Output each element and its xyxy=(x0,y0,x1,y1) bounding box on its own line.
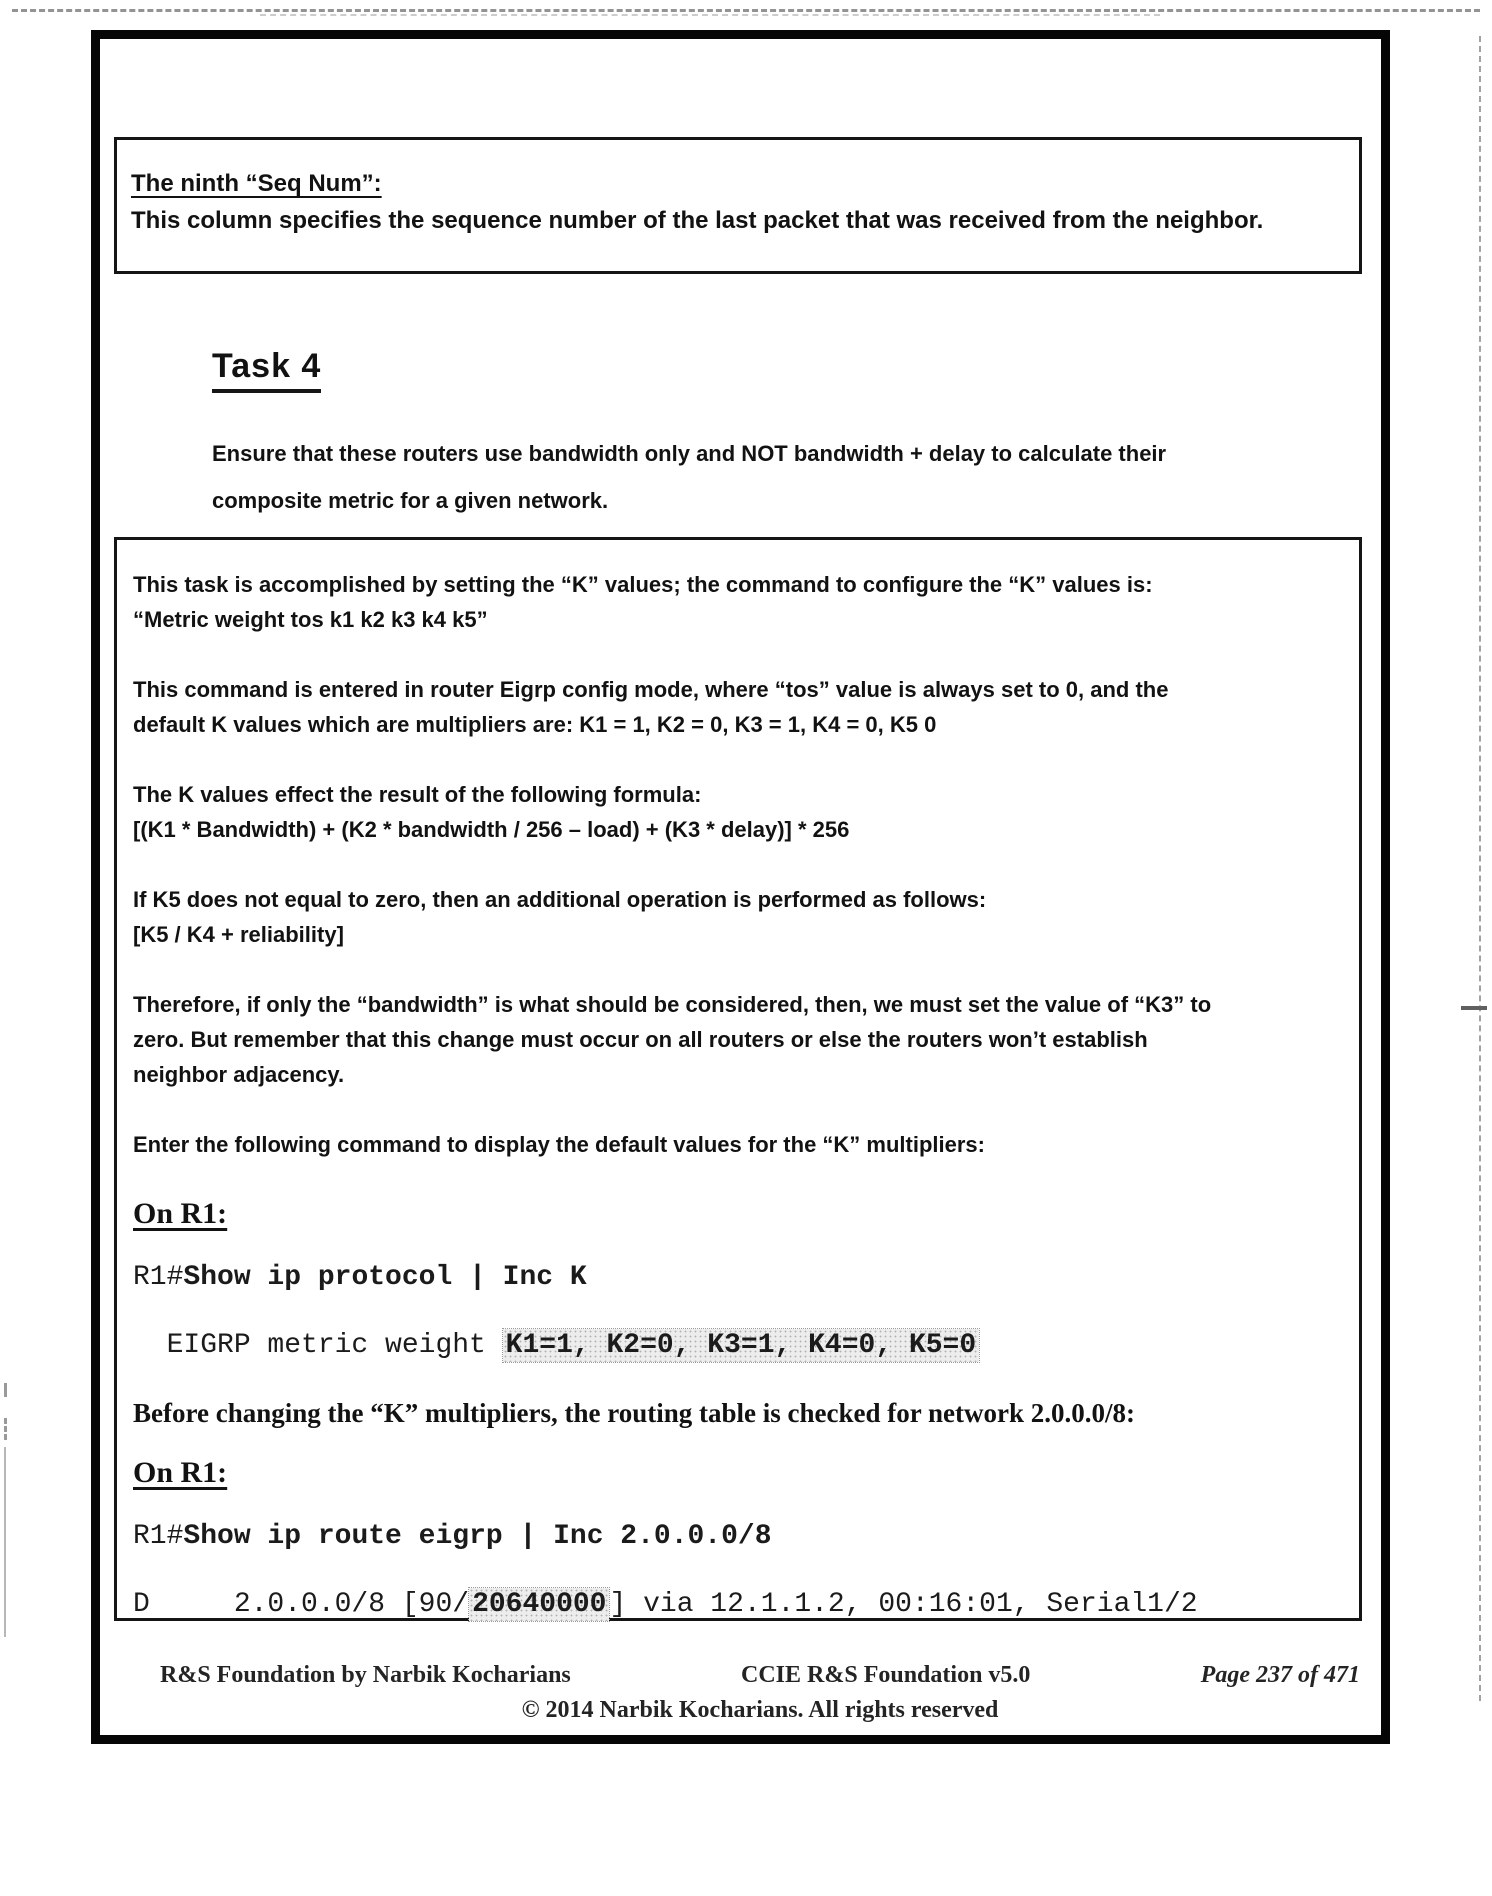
cli-output-prefix: EIGRP metric weight xyxy=(133,1330,503,1361)
scan-artifact-left-dash xyxy=(4,1383,7,1397)
task-description-line: Ensure that these routers use bandwidth only and NOT bandwidth + delay to calculate their xyxy=(212,441,1167,466)
footer-center-text: CCIE R&S Foundation v5.0 xyxy=(741,1662,1031,1688)
paragraph-line: [K5 / K4 + reliability] xyxy=(133,922,344,947)
note-box-title: The ninth “Seq Num”: xyxy=(131,170,382,197)
seq-num-note-box xyxy=(114,137,1362,274)
paragraph-line: default K values which are multipliers are: K1 = 1, K2 = 0, K3 = 1, K4 = 0, K5 0 xyxy=(133,712,937,737)
cli-command-line xyxy=(133,1262,1339,1293)
paragraph-line: neighbor adjacency. xyxy=(133,1062,345,1087)
explanation-box xyxy=(114,537,1362,1621)
scan-artifact-right-dash xyxy=(1461,1006,1487,1010)
paragraph xyxy=(133,672,1339,742)
paragraph xyxy=(133,987,1339,1092)
cli-output-line xyxy=(133,1330,1339,1361)
scan-artifact-right-line xyxy=(1479,36,1481,1701)
cli-prompt: R1# xyxy=(133,1521,184,1552)
paragraph-line: This command is entered in router Eigrp config mode, where “tos” value is always set to 0, and the xyxy=(133,677,1169,702)
page-footer xyxy=(160,1662,1360,1689)
task-description xyxy=(212,430,1166,524)
footer-page-number: Page 237 of 471 xyxy=(1200,1662,1360,1688)
paragraph xyxy=(133,567,1339,637)
paragraph xyxy=(133,882,1339,952)
scan-artifact-left-dash xyxy=(4,1418,7,1440)
task-description-line: composite metric for a given network. xyxy=(212,488,609,513)
cli-output-line xyxy=(133,1589,1339,1620)
paragraph-line: Therefore, if only the “bandwidth” is what should be considered, then, we must set the value of “K3” to xyxy=(133,992,1212,1017)
highlighted-k-values: K1=1, K2=0, K3=1, K4=0, K5=0 xyxy=(503,1329,979,1362)
cli-output-prefix: D 2.0.0.0/8 [90/ xyxy=(133,1589,470,1620)
paragraph-line: This task is accomplished by setting the “K” values; the command to configure the “K” values is: xyxy=(133,572,1153,597)
on-r1-heading: On R1: xyxy=(133,1456,228,1489)
cli-prompt: R1# xyxy=(133,1262,184,1293)
paragraph-line: zero. But remember that this change must occur on all routers or else the routers won’t establish xyxy=(133,1027,1148,1052)
cli-command-text: Show ip route eigrp | Inc 2.0.0.0/8 xyxy=(183,1521,772,1552)
cli-command-text: Show ip protocol | Inc K xyxy=(183,1262,587,1293)
scan-artifact-left-line xyxy=(4,1447,6,1637)
footer-left-text: R&S Foundation by Narbik Kocharians xyxy=(160,1662,571,1688)
paragraph-line: [(K1 * Bandwidth) + (K2 * bandwidth / 256 – load) + (K3 * delay)] * 256 xyxy=(133,817,850,842)
cli-command-line xyxy=(133,1521,1339,1552)
paragraph-line: “Metric weight tos k1 k2 k3 k4 k5” xyxy=(133,607,488,632)
footer-copyright: © 2014 Narbik Kocharians. All rights reserved xyxy=(521,1697,999,1723)
scan-artifact-top-line-2 xyxy=(260,14,1160,16)
note-box-body: This column specifies the sequence number of the last packet that was received from the neighbor. xyxy=(131,207,1264,234)
scan-artifact-top-line xyxy=(12,9,1480,12)
cli-output-suffix: ] via 12.1.1.2, 00:16:01, Serial1/2 xyxy=(609,1589,1198,1620)
paragraph-line: The K values effect the result of the following formula: xyxy=(133,782,702,807)
routing-check-note: Before changing the “K” multipliers, the routing table is checked for network 2.0.0.0/8: xyxy=(133,1398,1135,1428)
on-r1-heading: On R1: xyxy=(133,1197,228,1230)
paragraph xyxy=(133,777,1339,847)
paragraph-line: If K5 does not equal to zero, then an additional operation is performed as follows: xyxy=(133,887,987,912)
paragraph-line: Enter the following command to display the default values for the “K” multipliers: xyxy=(133,1132,985,1157)
highlighted-metric-value: 20640000 xyxy=(469,1588,609,1621)
paragraph xyxy=(133,1127,1339,1162)
task-heading: Task 4 xyxy=(212,347,321,393)
